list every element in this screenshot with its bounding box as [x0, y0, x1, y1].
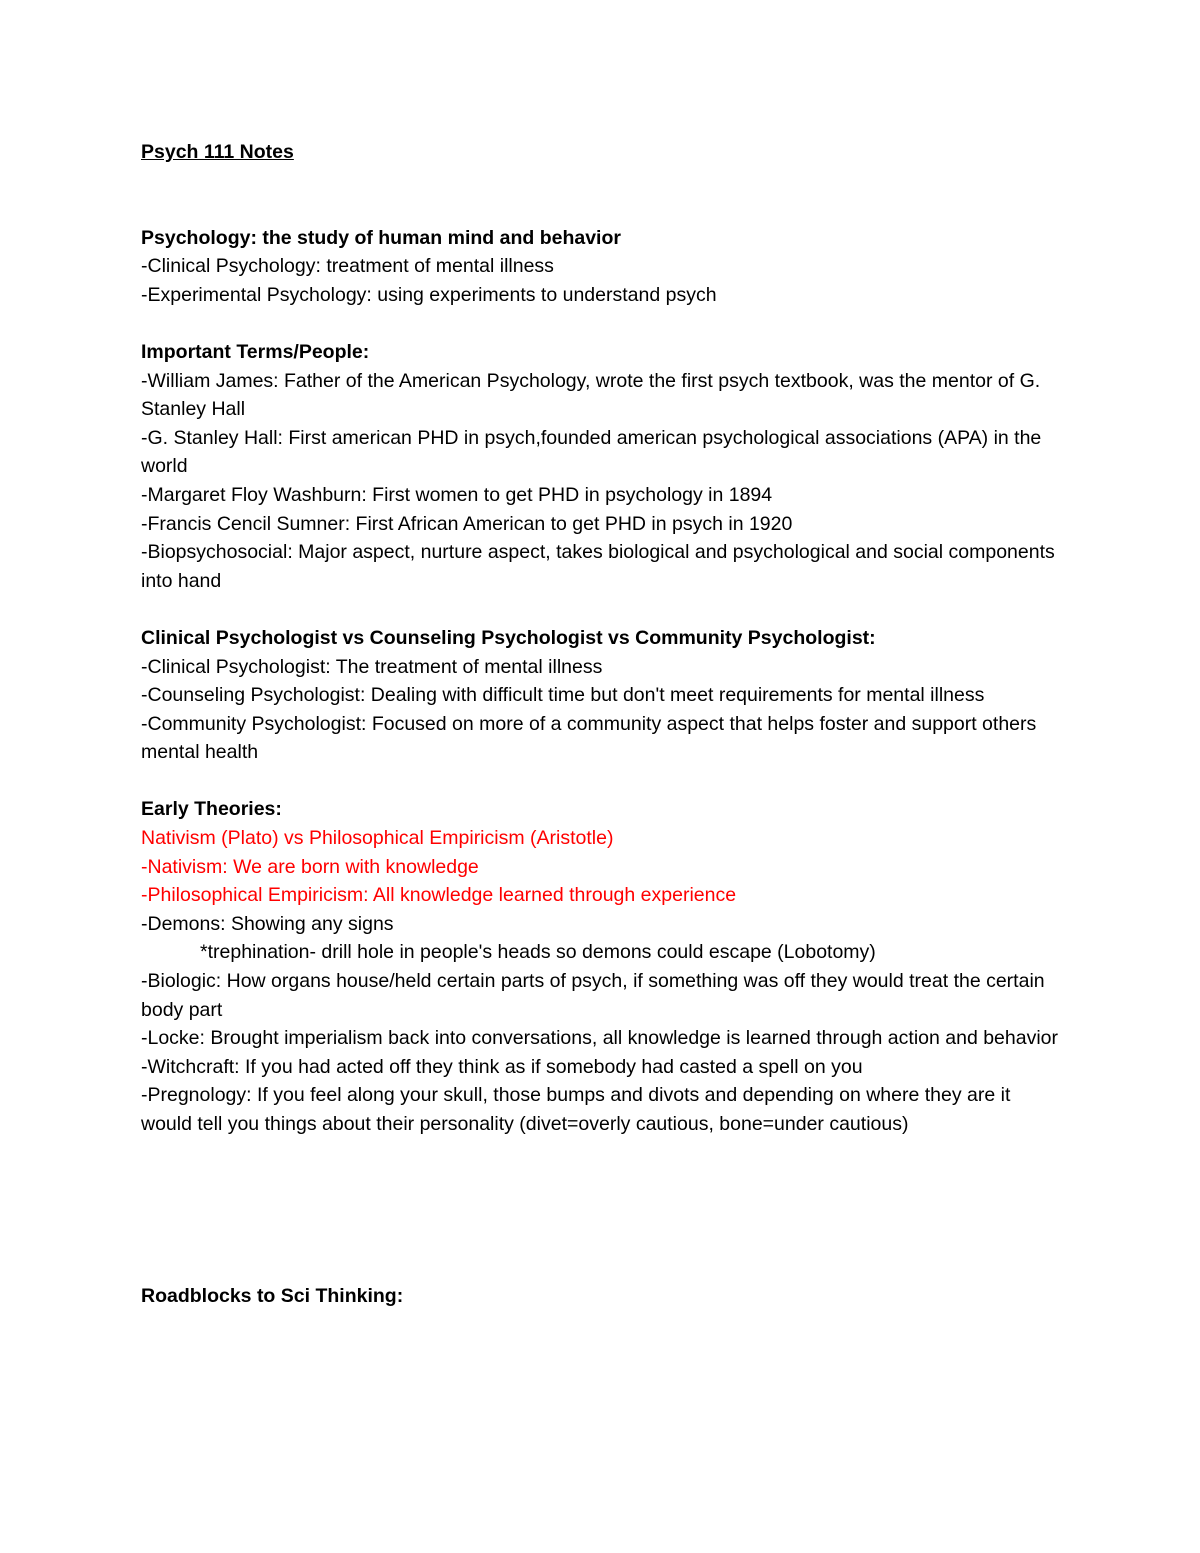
- highlighted-item: Nativism (Plato) vs Philosophical Empiricism (Aristotle): [141, 827, 614, 850]
- highlighted-item: -Philosophical Empiricism: All knowledge learned through experience: [141, 884, 737, 907]
- spacer: [141, 309, 1061, 338]
- list-item: -Experimental Psychology: using experiments to understand psych: [141, 283, 717, 306]
- spacer: [141, 1139, 1061, 1282]
- section-heading-clinical: Clinical Psychologist vs Counseling Psychologist vs Community Psychologist:: [141, 626, 876, 649]
- list-item: -Counseling Psychologist: Dealing with difficult time but don't meet requirements for mental illness: [141, 684, 985, 707]
- spacer: [141, 595, 1061, 624]
- list-item: -G. Stanley Hall: First american PHD in psych,founded american psychological associations (APA) in the world: [141, 426, 1047, 478]
- section-heading-theories: Early Theories:: [141, 798, 282, 821]
- list-item: -Witchcraft: If you had acted off they think as if somebody had casted a spell on you: [141, 1055, 863, 1078]
- section-heading-terms: Important Terms/People:: [141, 340, 370, 363]
- list-item: -Biopsychosocial: Major aspect, nurture aspect, takes biological and psychological and social components into hand: [141, 541, 1061, 592]
- list-item: -Clinical Psychology: treatment of mental illness: [141, 255, 554, 278]
- list-item: -Margaret Floy Washburn: First women to get PHD in psychology in 1894: [141, 483, 773, 506]
- list-item: -Pregnology: If you feel along your skull, those bumps and divots and depending on where they are it would tell you things about their personality (divet=overly cautious, bone=under cautious): [141, 1084, 1016, 1135]
- list-item: -Biologic: How organs house/held certain parts of psych, if something was off they would treat the certain body part: [141, 970, 1051, 1021]
- list-item: -Francis Cencil Sumner: First African American to get PHD in psych in 1920: [141, 512, 793, 535]
- document-page: [141, 138, 1061, 1310]
- list-item: -Clinical Psychologist: The treatment of mental illness: [141, 655, 603, 678]
- section-heading-roadblocks: Roadblocks to Sci Thinking:: [141, 1284, 404, 1307]
- highlighted-item: -Nativism: We are born with knowledge: [141, 855, 479, 878]
- list-item: -William James: Father of the American Psychology, wrote the first psych textbook, was the mentor of G. Stanley Hall: [141, 369, 1046, 421]
- section-heading-psychology: Psychology: the study of human mind and behavior: [141, 226, 621, 249]
- spacer: [141, 767, 1061, 796]
- list-item: -Community Psychologist: Focused on more of a community aspect that helps foster and support others mental health: [141, 712, 1042, 764]
- page-title: Psych 111 Notes: [141, 141, 294, 163]
- list-item: -Locke: Brought imperialism back into conversations, all knowledge is learned through action and behavior: [141, 1027, 1059, 1050]
- indented-item: *trephination- drill hole in people's heads so demons could escape (Lobotomy): [200, 941, 876, 964]
- spacer: [141, 167, 1061, 224]
- list-item: -Demons: Showing any signs: [141, 912, 394, 935]
